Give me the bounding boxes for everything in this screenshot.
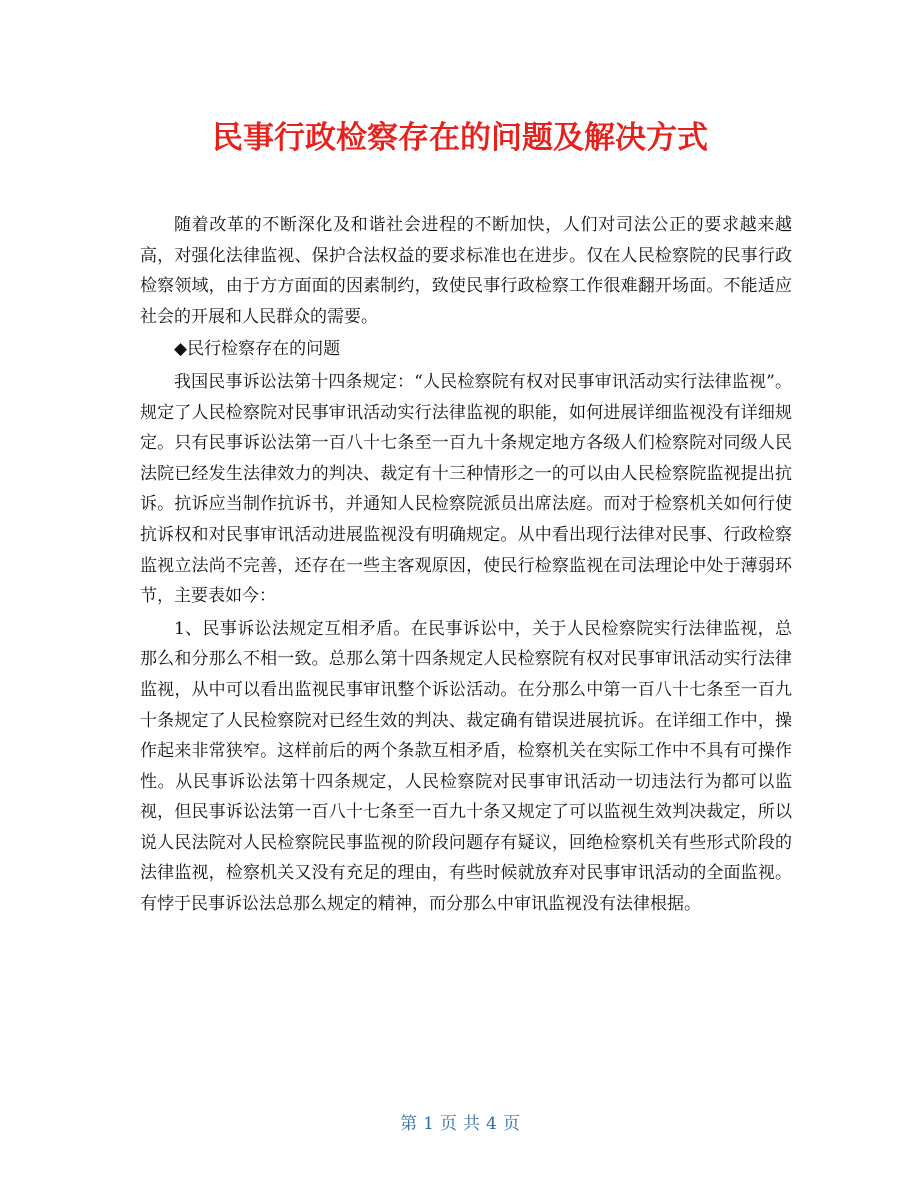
footer-total-suffix: 页 (502, 1114, 520, 1134)
footer-total-prefix: 共 (463, 1114, 480, 1134)
paragraph-intro: 随着改革的不断深化及和谐社会进程的不断加快，人们对司法公正的要求越来越高，对强化法律监视、保护合法权益的要求标准也在进步。仅在人民检察院的民事行政检察领域，由于方方面面的因素制约，致使民事行政检察工作很难翻开场面。不能适应社会的开展和人民群众的需要。 (140, 215, 792, 327)
paragraph-point-1: 1、民事诉讼法规定互相矛盾。在民事诉讼中，关于人民检察院实行法律监视，总那么和分那么不相一致。总那么第十四条规定人民检察院有权对民事审讯活动实行法律监视，从中可以看出监视民事审讯整个诉讼活动。在分那么中第一百八十七条至一百九十条规定了人民检察院对已经生效的判决、裁定确有错误进展抗诉。在详细工作中，操作起来非常狭窄。这样前后的两个条款互相矛盾，检察机关在实际工作中不具有可操作性。从民事诉讼法第十四条规定，人民检察院对民事审讯活动一切违法行为都可以监视，但民事诉讼法第一百八十七条至一百九十条又规定了可以监视生效判决裁定，所以说人民法院对人民检察院民事监视的阶段问题存有疑议，回绝检察机关有些形式阶段的法律监视，检察机关又没有充足的理由，有些时候就放弃对民事审讯活动的全面监视。有悖于民事诉讼法总那么规定的精神，而分那么中审讯监视没有法律根据。 (140, 618, 792, 915)
footer-current-page: 1 (423, 1114, 434, 1134)
footer-page-mid: 页 (440, 1114, 457, 1134)
section-heading: ◆民行检察存在的问题 (174, 339, 341, 360)
document-title: 民事行政检察存在的问题及解决方式 (212, 120, 708, 156)
footer-total-pages: 4 (486, 1114, 497, 1134)
paragraph-law-provision: 我国民事诉讼法第十四条规定：“人民检察院有权对民事审讯活动实行法律监视”。规定了人民检察院对民事审讯活动实行法律监视的职能，如何进展详细监视没有详细规定。只有民事诉讼法第一百八十七条至一百九十条规定地方各级人们检察院对同级人民法院已经发生法律效力的判决、裁定有十三种情形之一的可以由人民检察院监视提出抗诉。抗诉应当制作抗诉书，并通知人民检察院派员出席法庭。而对于检察机关如何行使抗诉权和对民事审讯活动进展监视没有明确规定。从中看出现行法律对民事、行政检察监视立法尚不完善，还存在一些主客观原因，使民行检察监视在司法理论中处于薄弱环节，主要表如今： (140, 371, 792, 607)
page-number-footer (0, 1112, 920, 1136)
footer-page-prefix: 第 (400, 1114, 418, 1134)
document-body (140, 210, 792, 920)
